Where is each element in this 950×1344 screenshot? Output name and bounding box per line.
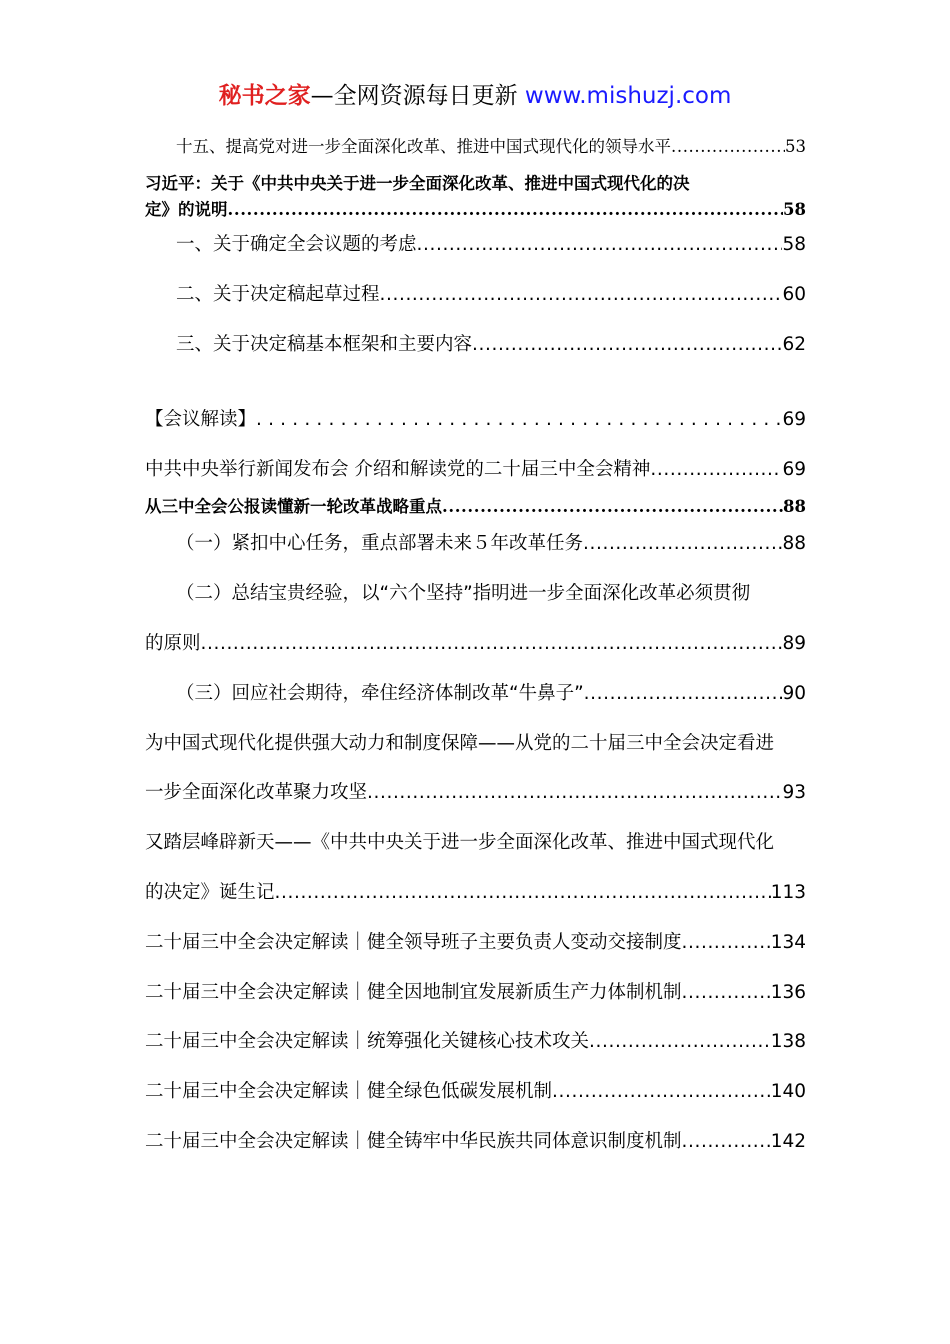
toc-entry-experience[interactable] bbox=[145, 631, 806, 657]
toc-entry-page: 142 bbox=[770, 1131, 806, 1152]
toc-leader-dots bbox=[682, 930, 771, 956]
toc-entry-title: 三、关于决定稿基本框架和主要内容 bbox=[176, 334, 473, 355]
toc-leader-dots bbox=[584, 681, 783, 707]
toc-entry-birth[interactable] bbox=[145, 880, 806, 906]
toc-entry-page: 88 bbox=[783, 497, 806, 516]
toc-entry-title: 二十届三中全会决定解读｜健全铸牢中华民族共同体意识制度机制 bbox=[145, 1131, 682, 1152]
toc-entry-title: 定》的说明 bbox=[145, 200, 228, 219]
toc-entry-page: 113 bbox=[770, 882, 806, 903]
toc-leader-dots bbox=[671, 134, 785, 160]
toc-leader-dots bbox=[442, 494, 783, 520]
toc-entry-page: 138 bbox=[770, 1031, 806, 1052]
toc-leader-dots bbox=[228, 197, 784, 223]
toc-entry-page: 60 bbox=[782, 284, 806, 305]
toc-entry-title: 【会议解读】 bbox=[145, 409, 257, 430]
toc-entry-framework[interactable] bbox=[176, 332, 806, 358]
toc-entry-title: 十五、提高党对进一步全面深化改革、推进中国式现代化的领导水平 bbox=[176, 137, 671, 156]
toc-entry-section-15[interactable] bbox=[176, 134, 806, 160]
toc-entry-reading-2[interactable] bbox=[145, 980, 806, 1006]
toc-entry-title: 二十届三中全会决定解读｜健全因地制宜发展新质生产力体制机制 bbox=[145, 982, 682, 1003]
toc-entry-power[interactable] bbox=[145, 780, 806, 806]
toc-entry-title: 二、关于决定稿起草过程 bbox=[176, 284, 380, 305]
toc-entry-title: 二十届三中全会决定解读｜健全绿色低碳发展机制 bbox=[145, 1081, 553, 1102]
page-header bbox=[0, 80, 950, 112]
toc-entry-title: 的原则 bbox=[145, 633, 201, 654]
toc-entry-explanation[interactable] bbox=[145, 197, 806, 223]
toc-entry-power-line1[interactable]: 为中国式现代化提供强大动力和制度保障——从党的二十届三中全会决定看进 bbox=[145, 733, 775, 754]
toc-entry-topic-consideration[interactable] bbox=[176, 232, 806, 258]
toc-entry-page: 58 bbox=[782, 234, 806, 255]
toc-entry-page: 69 bbox=[782, 409, 806, 430]
toc-entry-title: 从三中全会公报读懂新一轮改革战略重点 bbox=[145, 497, 442, 516]
toc-entry-title: 二十届三中全会决定解读｜健全领导班子主要负责人变动交接制度 bbox=[145, 932, 682, 953]
toc-entry-reading-5[interactable] bbox=[145, 1129, 806, 1155]
toc-leader-dots bbox=[417, 232, 783, 258]
toc-entry-page: 89 bbox=[782, 633, 806, 654]
toc-leader-dots bbox=[275, 880, 771, 906]
header-url[interactable]: www.mishuzj.com bbox=[524, 83, 732, 109]
toc-entry-title: 中共中央举行新闻发布会 介绍和解读党的二十届三中全会精神 bbox=[145, 459, 651, 480]
toc-entry-title: （一）紧扣中心任务，重点部署未来５年改革任务 bbox=[176, 533, 584, 554]
toc-leader-dots bbox=[682, 1129, 771, 1155]
toc-leader-dots bbox=[256, 407, 782, 433]
toc-entry-drafting-process[interactable] bbox=[176, 282, 806, 308]
toc-leader-dots bbox=[380, 282, 783, 308]
toc-entry-title: 一、关于确定全会议题的考虑 bbox=[176, 234, 417, 255]
toc-entry-page: 140 bbox=[770, 1081, 806, 1102]
toc-leader-dots bbox=[583, 531, 782, 557]
toc-entry-press-conference[interactable] bbox=[145, 457, 806, 483]
toc-entry-reading-3[interactable] bbox=[145, 1029, 806, 1055]
toc-entry-experience-line1[interactable]: （二）总结宝贵经验，以“六个坚持”指明进一步全面深化改革必须贯彻 bbox=[176, 583, 751, 604]
toc-entry-page: 136 bbox=[770, 982, 806, 1003]
toc-entry-social-expectations[interactable] bbox=[176, 681, 806, 707]
toc-entry-central-task[interactable] bbox=[176, 531, 806, 557]
toc-leader-dots bbox=[201, 631, 783, 657]
toc-entry-page: 93 bbox=[782, 782, 806, 803]
toc-entry-page: 134 bbox=[770, 932, 806, 953]
toc-entry-communique[interactable] bbox=[145, 494, 806, 520]
toc-entry-meeting-interpretation[interactable] bbox=[145, 407, 806, 433]
toc-leader-dots bbox=[682, 980, 771, 1006]
toc-entry-page: 90 bbox=[782, 683, 806, 704]
header-slogan: —全网资源每日更新 bbox=[310, 83, 518, 109]
toc-leader-dots bbox=[367, 780, 782, 806]
toc-entry-page: 69 bbox=[782, 459, 806, 480]
toc-entry-title: （三）回应社会期待，牵住经济体制改革“牛鼻子” bbox=[176, 683, 584, 704]
toc-entry-title: 一步全面深化改革聚力攻坚 bbox=[145, 782, 368, 803]
toc-leader-dots bbox=[650, 457, 782, 483]
toc-entry-title: 二十届三中全会决定解读｜统筹强化关键核心技术攻关 bbox=[145, 1031, 590, 1052]
toc-leader-dots bbox=[589, 1029, 771, 1055]
toc-leader-dots bbox=[472, 332, 782, 358]
brand-name: 秘书之家 bbox=[218, 83, 311, 109]
toc-entry-reading-1[interactable] bbox=[145, 930, 806, 956]
toc-entry-page: 58 bbox=[783, 200, 806, 219]
toc-entry-page: 62 bbox=[782, 334, 806, 355]
toc-entry-title: 的决定》诞生记 bbox=[145, 882, 275, 903]
toc-leader-dots bbox=[552, 1079, 771, 1105]
toc-entry-birth-line1[interactable]: 又踏层峰辟新天——《中共中央关于进一步全面深化改革、推进中国式现代化 bbox=[145, 832, 775, 853]
toc-entry-reading-4[interactable] bbox=[145, 1079, 806, 1105]
toc-entry-page: 53 bbox=[785, 137, 806, 156]
toc-entry-explanation-line1[interactable]: 习近平：关于《中共中央关于进一步全面深化改革、推进中国式现代化的决 bbox=[145, 174, 690, 193]
toc-entry-page: 88 bbox=[782, 533, 806, 554]
